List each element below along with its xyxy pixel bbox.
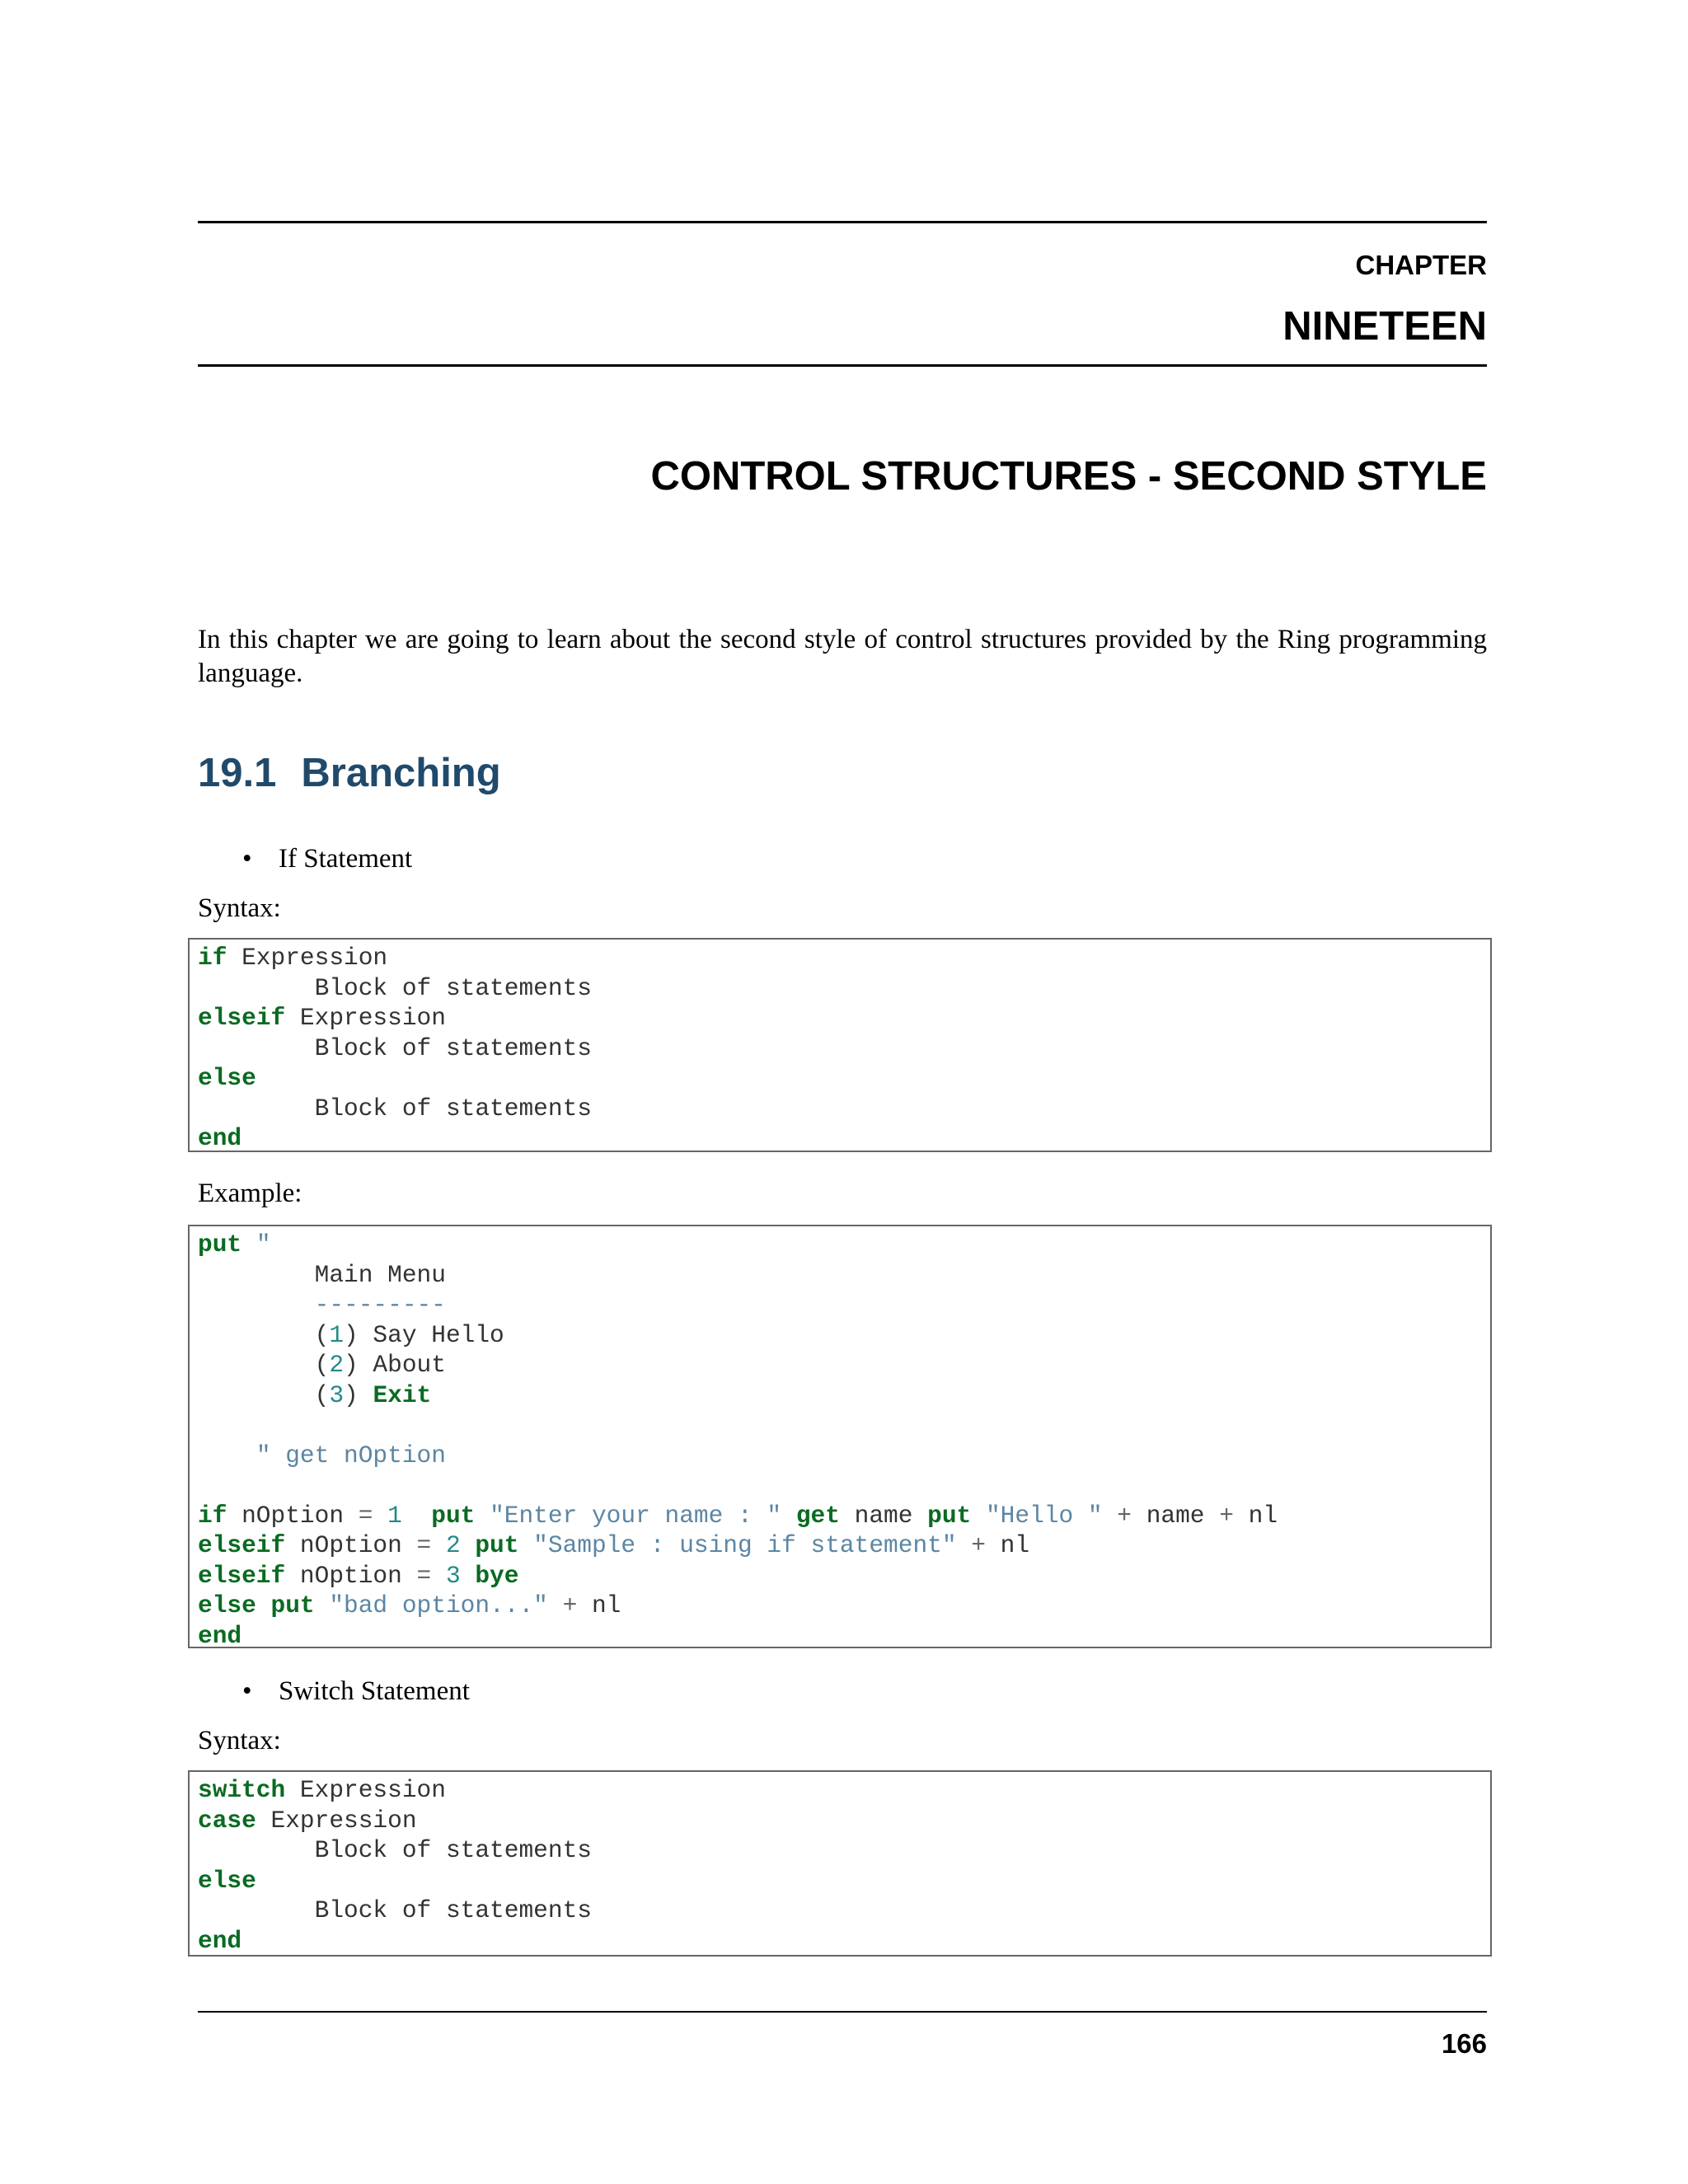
intro-paragraph: In this chapter we are going to learn about the second style of control structures provided by the Ring programming language.: [198, 625, 1487, 688]
section-heading: [198, 748, 501, 798]
section-number: 19.1: [198, 751, 277, 795]
chapter-bottom-rule: [198, 364, 1487, 367]
chapter-top-rule: [198, 221, 1487, 223]
page-number: 166: [1441, 2028, 1487, 2059]
bullet-if-statement: [242, 842, 412, 875]
chapter-label: CHAPTER: [1355, 250, 1487, 280]
bullet-switch-statement: [242, 1675, 470, 1708]
bullet-dot: •: [242, 1676, 252, 1706]
chapter-title: CONTROL STRUCTURES - SECOND STYLE: [650, 454, 1487, 499]
bullet-dot: •: [242, 844, 252, 874]
example-label: Example:: [198, 1179, 302, 1208]
code-block-switch-syntax: [188, 1770, 1492, 1957]
chapter-number: NINETEEN: [1282, 304, 1487, 349]
code-block-if-example: [188, 1225, 1492, 1648]
code-if-example: put " Main Menu --------- (1) Say Hello (2) About (3) Exit " get nOption if nOption = 1 put "Enter your name : " get name put "Hello " + name + nl elseif nOption = 2 put "Sample : using if statement" + nl elseif nOption = 3 bye else put "bad option..." + nl end: [198, 1230, 1278, 1650]
code-block-if-syntax: [188, 938, 1492, 1152]
footer-rule: [198, 2011, 1487, 2013]
code-switch-syntax: switch Expression case Expression Block of statements else Block of statements end: [198, 1776, 592, 1955]
syntax-label-switch: Syntax:: [198, 1726, 281, 1755]
bullet-label: If Statement: [279, 844, 413, 874]
syntax-label-if: Syntax:: [198, 893, 281, 923]
code-if-syntax: if Expression Block of statements elseif Expression Block of statements else Block of statements end: [198, 944, 592, 1152]
section-title: Branching: [301, 751, 501, 795]
bullet-label: Switch Statement: [279, 1676, 470, 1706]
